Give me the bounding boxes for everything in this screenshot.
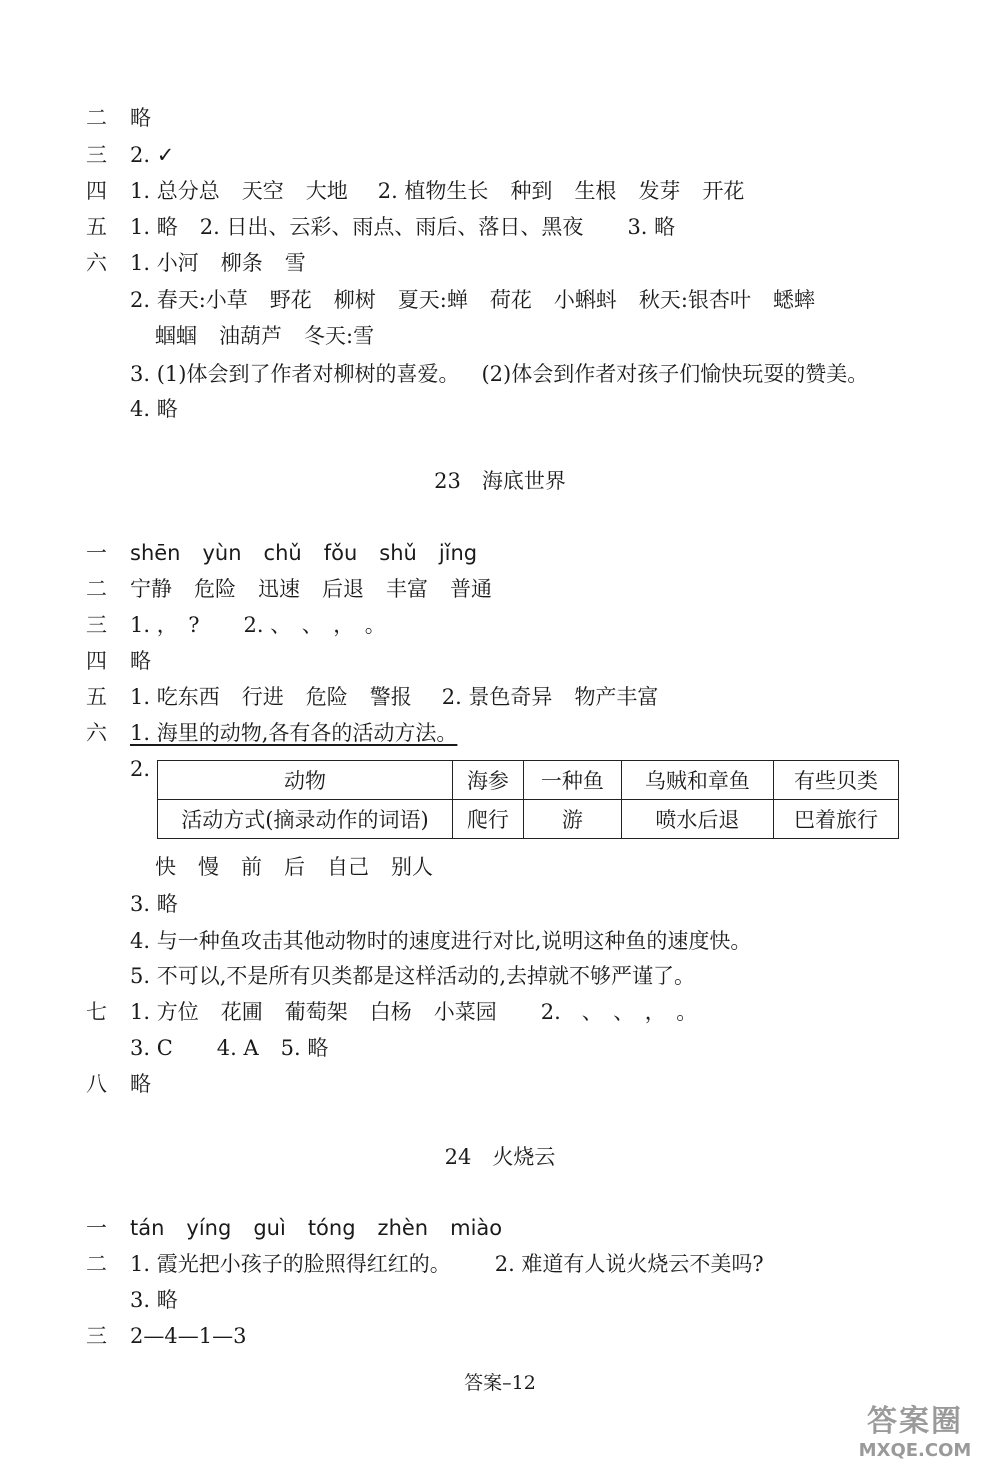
answer-text: 荷花: [489, 288, 532, 312]
answer-text: 快: [155, 855, 176, 879]
table-cell: 动物: [158, 761, 453, 800]
answer-text: 发芽: [638, 179, 681, 203]
answer-text: 2. 春天:小草: [130, 288, 248, 312]
item-number: 二: [86, 577, 107, 601]
answer-text: 物产丰富: [574, 685, 659, 709]
answer-text: 葡萄架: [284, 1000, 348, 1024]
item-number: 三: [86, 613, 107, 637]
answer-text: 2—4—1—3: [130, 1324, 247, 1348]
answer-line: [155, 850, 433, 884]
answer-text: 2. 景色奇异: [441, 685, 553, 709]
table-row: [158, 761, 899, 800]
answer-text: 危险: [305, 685, 348, 709]
answer-line: [130, 924, 751, 958]
answer-text: 略: [130, 1072, 151, 1096]
answer-line: [86, 1319, 246, 1353]
answer-line: [130, 357, 868, 391]
answer-text: 2. 植物生长: [377, 179, 489, 203]
answer-text: 蟋蟀: [772, 288, 815, 312]
answer-line: [130, 283, 815, 317]
answer-text: 1. 总分总: [130, 179, 220, 203]
answer-text: 冬天:雪: [304, 324, 375, 348]
answer-text: 天空: [241, 179, 284, 203]
answer-line: [130, 887, 178, 921]
answer-text: 野花: [269, 288, 312, 312]
answer-text: 后: [284, 855, 305, 879]
table-cell: 乌贼和章鱼: [621, 761, 773, 800]
answer-text: 柳树: [333, 288, 376, 312]
table-cell: 有些贝类: [773, 761, 898, 800]
item-number: 六: [86, 721, 107, 745]
answer-text: 种到: [510, 179, 553, 203]
table-cell: 喷水后退: [621, 800, 773, 839]
answer-text: 1. 霞光把小孩子的脸照得红红的。: [130, 1252, 451, 1276]
answer-text: 危险: [194, 577, 236, 601]
answer-text: 1. 小河: [130, 251, 199, 275]
pinyin-word: shǔ: [379, 541, 417, 565]
pinyin-word: shēn: [130, 541, 181, 565]
section-title: 23 海底世界: [434, 469, 566, 493]
table-cell: 一种鱼: [523, 761, 621, 800]
answer-line: [86, 608, 386, 642]
answer-line: [130, 1283, 178, 1317]
answer-text: 2. ✓: [130, 143, 175, 167]
pinyin-word: zhèn: [377, 1216, 429, 1240]
answer-text: 警报: [369, 685, 412, 709]
pinyin-word: chǔ: [263, 541, 302, 565]
answer-text: 略: [130, 649, 151, 673]
pinyin-word: tóng: [307, 1216, 356, 1240]
answer-text: 生根: [574, 179, 617, 203]
answer-line: [86, 572, 492, 606]
item-number: 七: [86, 1000, 107, 1024]
pinyin-word: guì: [253, 1216, 286, 1240]
item-number: 五: [86, 685, 107, 709]
answer-text: 3. 略: [130, 1288, 178, 1312]
answer-line: [86, 644, 151, 678]
item-number: 一: [86, 541, 107, 565]
answer-text: 3. (1)体会到了作者对柳树的喜爱。: [130, 362, 460, 386]
answer-text: 行进: [241, 685, 284, 709]
answer-line: [86, 1247, 764, 1281]
answer-text: 大地: [305, 179, 348, 203]
answer-text: 雪: [284, 251, 306, 275]
answer-text: 白杨: [369, 1000, 412, 1024]
answer-text: 别人: [391, 855, 433, 879]
answer-text: 夏天:蝉: [397, 288, 468, 312]
answer-line: [86, 995, 697, 1029]
table-cell: 爬行: [453, 800, 524, 839]
item-number: 四: [86, 179, 107, 203]
answer-text: 4. 略: [130, 397, 178, 421]
answer-text: 略: [130, 106, 151, 130]
pinyin-word: yíng: [186, 1216, 232, 1240]
answer-text: 1. 海里的动物,各有各的活动方法。: [130, 721, 458, 745]
item-number: 六: [86, 251, 107, 275]
table-cell: 游: [523, 800, 621, 839]
pinyin-word: tán: [130, 1216, 165, 1240]
item-number: 四: [86, 649, 107, 673]
answer-text: 2. 难道有人说火烧云不美吗?: [494, 1252, 764, 1276]
pinyin-word: yùn: [202, 541, 242, 565]
pinyin-list: [130, 536, 499, 570]
answer-text: 5. 略: [280, 1036, 329, 1060]
answer-line: [86, 101, 151, 135]
answer-line: [130, 1031, 328, 1065]
answer-line: [86, 174, 744, 208]
answer-text: 迅速: [258, 577, 300, 601]
item-number: 2.: [130, 757, 151, 781]
answer-text: 1. 方位: [130, 1000, 199, 1024]
table-row: [158, 800, 899, 839]
item-number: 一: [86, 1216, 107, 1240]
pinyin-word: fǒu: [323, 541, 358, 565]
answer-line: [86, 680, 658, 714]
logo-url: MXQE.COM: [858, 1440, 972, 1461]
answer-line: [130, 392, 178, 426]
answer-text: 4. 与一种鱼攻击其他动物时的速度进行对比,说明这种鱼的速度快。: [130, 929, 752, 953]
answer-text: 小蝌蚪: [553, 288, 617, 312]
answer-text: 前: [241, 855, 262, 879]
answer-text: 花圃: [220, 1000, 263, 1024]
answer-text: 蝈蝈: [155, 324, 197, 348]
item-number: 三: [86, 143, 107, 167]
answer-text: 慢: [198, 855, 219, 879]
answer-line: [86, 1067, 151, 1101]
answer-line: [86, 210, 675, 244]
item-number: 三: [86, 1324, 107, 1348]
answer-text: 普通: [450, 577, 492, 601]
answer-text: (2)体会到作者对孩子们愉快玩耍的赞美。: [481, 362, 869, 386]
answer-line: [86, 536, 499, 570]
answer-text: 4. A: [216, 1036, 259, 1060]
table-cell: 海参: [453, 761, 524, 800]
answer-text: 3. 略: [627, 215, 676, 239]
answer-table: [157, 760, 899, 839]
site-logo: [840, 1396, 990, 1461]
section-title: 24 火烧云: [444, 1145, 556, 1169]
answer-text: 1. ， ?: [130, 613, 200, 637]
answer-text: 油葫芦: [219, 324, 282, 348]
answer-line: [130, 752, 150, 786]
table-cell: 活动方式(摘录动作的词语): [158, 800, 453, 839]
pinyin-word: jǐng: [438, 541, 478, 565]
page-number: 答案–12: [464, 1372, 536, 1394]
answer-text: 1. 吃东西: [130, 685, 220, 709]
answer-text: 2. 日出、云彩、雨点、雨后、落日、黑夜: [199, 215, 584, 239]
item-number: 五: [86, 215, 107, 239]
item-number: 八: [86, 1072, 107, 1096]
logo-text: 答案圈: [867, 1404, 963, 1439]
answer-text: 3. C: [130, 1036, 173, 1060]
answer-text: 自己: [327, 855, 369, 879]
pinyin-list: [130, 1211, 524, 1245]
answer-text: 5. 不可以,不是所有贝类都是这样活动的,去掉就不够严谨了。: [130, 964, 696, 988]
answer-line: [130, 959, 695, 993]
answer-text: 2. 、 、 ， 。: [243, 613, 386, 637]
table-cell: 巴着旅行: [773, 800, 898, 839]
item-number: 二: [86, 1252, 107, 1276]
answer-text: 1. 略: [130, 215, 178, 239]
answer-text: 2. 、 、 ， 。: [540, 1000, 698, 1024]
answer-line: [155, 319, 374, 353]
answer-line: [86, 246, 306, 280]
answer-text: 3. 略: [130, 892, 178, 916]
answer-text: 后退: [322, 577, 364, 601]
answer-line: [86, 716, 457, 750]
answer-text: 宁静: [130, 577, 172, 601]
answer-text: 柳条: [220, 251, 263, 275]
answer-text: 小菜园: [433, 1000, 497, 1024]
answer-line: [86, 138, 174, 172]
pinyin-word: miào: [450, 1216, 503, 1240]
answer-text: 秋天:银杏叶: [638, 288, 751, 312]
answer-text: 丰富: [386, 577, 428, 601]
answer-line: [86, 1211, 524, 1245]
item-number: 二: [86, 106, 107, 130]
answer-text: 开花: [702, 179, 745, 203]
